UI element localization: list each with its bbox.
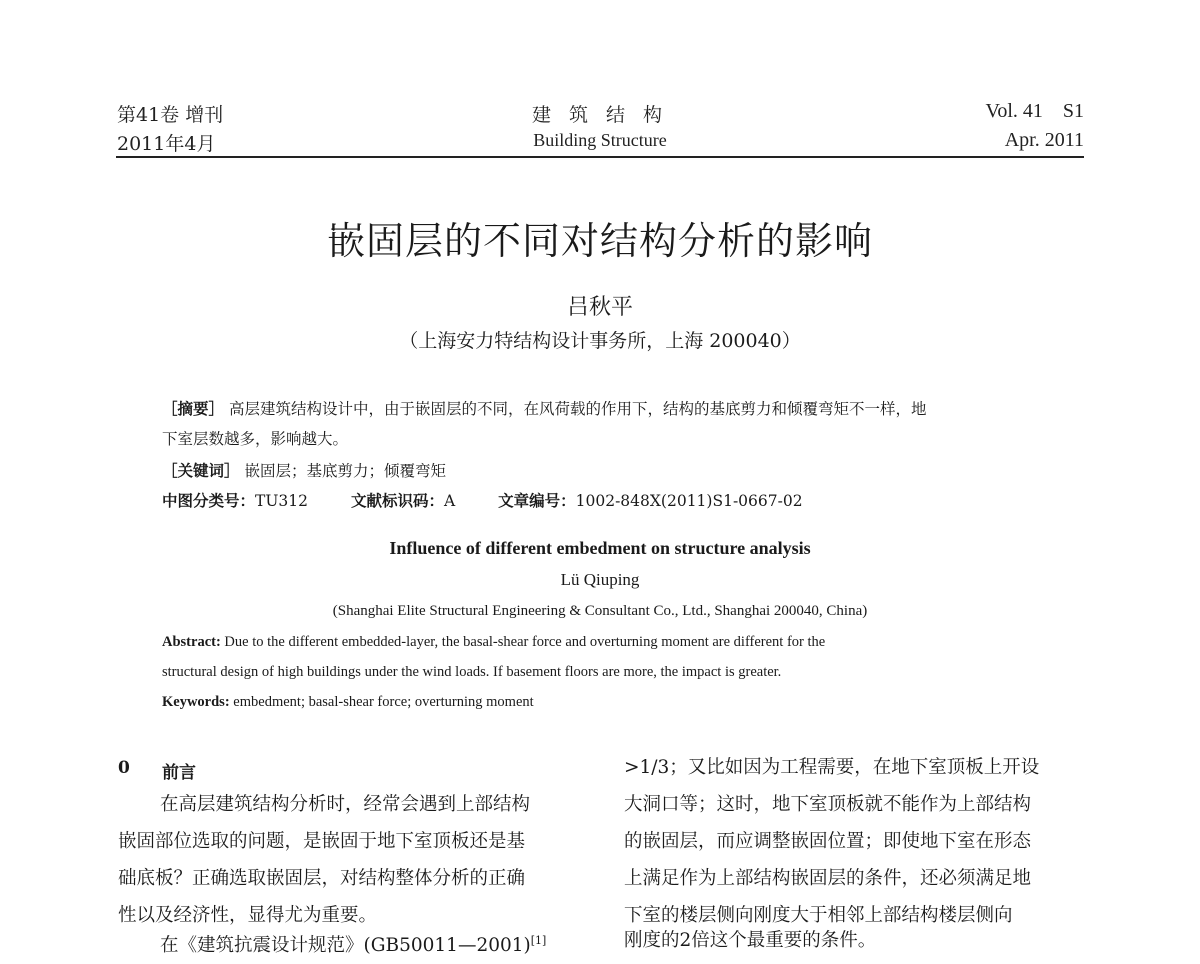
left-line-4: 性以及经济性，显得尤为重要。 <box>118 905 378 926</box>
journal-date-en: Apr. 2011 <box>1004 129 1084 151</box>
abstract-cn-line1 <box>162 394 926 424</box>
header-rule <box>116 156 1084 158</box>
abstract-cn-line2: 下室层数越多，影响越大。 <box>162 430 349 448</box>
english-keywords-label: Keywords: <box>162 694 230 710</box>
abstract-cn-label: ［摘要］ <box>162 400 225 418</box>
left-line-5 <box>160 922 546 964</box>
left-line-1: 在高层建筑结构分析时，经常会遇到上部结构 <box>160 794 531 815</box>
keywords-cn-label: ［关键词］ <box>162 462 240 480</box>
english-affiliation: (Shanghai Elite Structural Engineering & Consultant Co., Ltd., Shanghai 200040, China) <box>332 603 868 619</box>
right-line-1: >1/3；又比如因为工程需要，在地下室顶板上开设 <box>624 757 1040 778</box>
section-heading: 前言 <box>162 763 196 783</box>
english-title: Influence of different embedment on structure analysis <box>389 538 811 558</box>
doc-code-label: 文献标识码： <box>350 492 444 510</box>
english-abstract-label: Abstract: <box>162 634 221 650</box>
section-number: 0 <box>118 758 130 778</box>
clc-label: 中图分类号： <box>162 492 256 510</box>
left-line-3: 础底板？正确选取嵌固层，对结构整体分析的正确 <box>118 868 526 889</box>
doc-code-value: A <box>443 492 456 510</box>
journal-volume: 第41卷 增刊 <box>117 104 224 126</box>
journal-name-en: Building Structure <box>533 130 667 150</box>
article-no-label: 文章编号： <box>498 492 576 510</box>
english-abstract-text1: Due to the different embedded-layer, the basal-shear force and overturning moment are different for the <box>224 634 826 650</box>
journal-name-cn: 建 筑 结 构 <box>531 104 669 126</box>
left-line-2: 嵌固部位选取的问题，是嵌固于地下室顶板还是基 <box>118 831 526 852</box>
right-line-3: 的嵌固层，而应调整嵌固位置；即使地下室在形态 <box>624 831 1032 852</box>
keywords-cn-text: 嵌固层；基底剪力；倾覆弯矩 <box>244 462 446 480</box>
paper-title: 嵌固层的不同对结构分析的影响 <box>326 219 873 263</box>
journal-date: 2011年4月 <box>117 133 216 155</box>
right-line-5: 下室的楼层侧向刚度大于相邻上部结构楼层侧向 <box>624 905 1013 926</box>
classification-line <box>162 486 803 516</box>
english-abstract-line2: structural design of high buildings under the wind loads. If basement floors are more, the impact is greater. <box>162 664 782 680</box>
english-abstract-line1 <box>162 634 825 651</box>
right-line-6: 刚度的2倍这个最重要的条件。 <box>624 930 877 951</box>
author-affiliation: （上海安力特结构设计事务所，上海 200040） <box>399 330 801 352</box>
citation-ref: [1] <box>530 934 547 947</box>
author-name: 吕秋平 <box>566 295 633 320</box>
abstract-cn-text1: 高层建筑结构设计中，由于嵌固层的不同，在风荷载的作用下，结构的基底剪力和倾覆弯矩不一样，地 <box>228 400 927 418</box>
clc-value: TU312 <box>255 492 309 510</box>
article-no-value: 1002-848X(2011)S1-0667-02 <box>575 492 803 510</box>
english-keywords-text: embedment; basal-shear force; overturning moment <box>233 694 534 710</box>
english-keywords <box>162 694 534 711</box>
english-author: Lü Qiuping <box>560 570 640 589</box>
keywords-cn <box>162 456 446 486</box>
right-line-2: 大洞口等；这时，地下室顶板就不能作为上部结构 <box>624 794 1032 815</box>
journal-vol-en: Vol. 41 S1 <box>985 100 1084 122</box>
left-line-5-text: 在《建筑抗震设计规范》(GB50011—2001) <box>160 935 531 957</box>
right-line-4: 上满足作为上部结构嵌固层的条件，还必须满足地 <box>624 868 1032 889</box>
